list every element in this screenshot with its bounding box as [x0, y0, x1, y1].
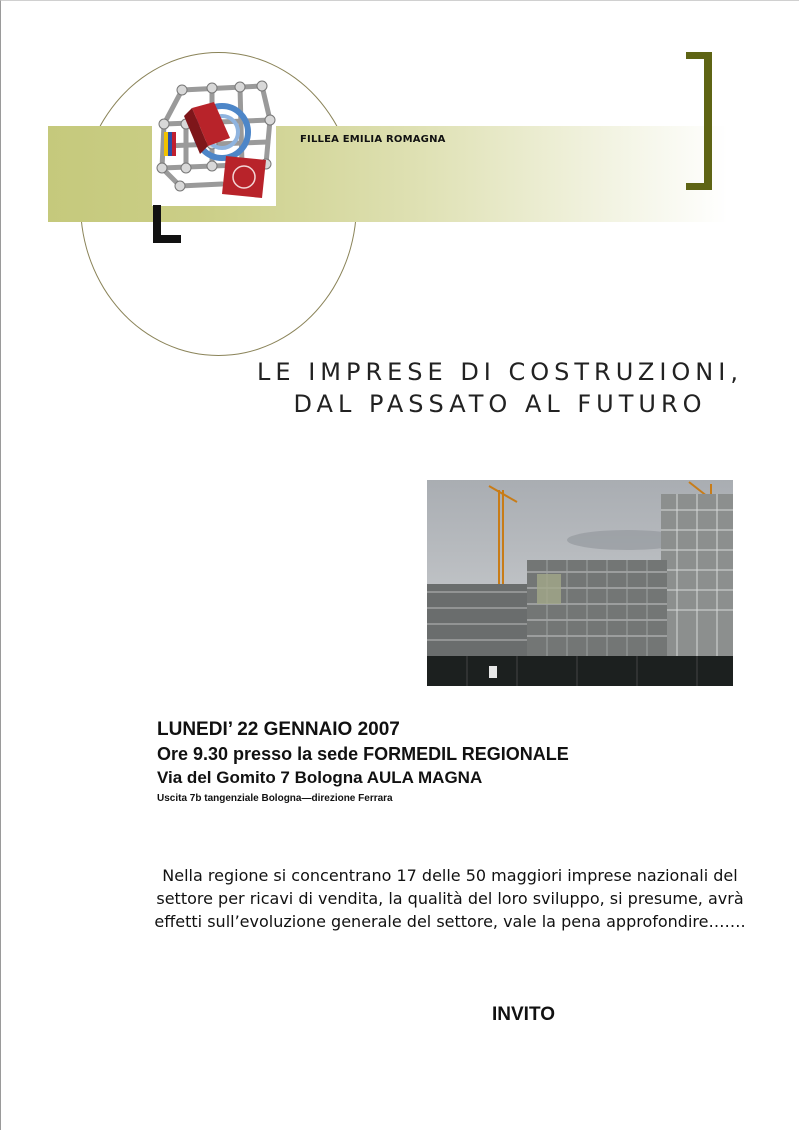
right-bracket-mark	[686, 52, 712, 190]
event-directions: Uscita 7b tangenziale Bologna—direzione Ferrara	[157, 793, 393, 804]
invite-label: INVITO	[492, 1004, 555, 1025]
intro-paragraph: Nella regione si concentrano 17 delle 50 maggiori imprese nazionali del settore per ricavi di vendita, la qualità del loro sviluppo, si presume, avrà effetti sull’evoluzione generale del settore, vale la pena approfondire…….	[154, 866, 746, 931]
organization-name: FILLEA EMILIA ROMAGNA	[300, 134, 446, 145]
event-date: LUNEDI’ 22 GENNAIO 2007	[157, 719, 400, 740]
construction-site-photo	[427, 480, 733, 686]
title-line-1: LE IMPRESE DI COSTRUZIONI,	[257, 358, 743, 386]
event-time-venue: Ore 9.30 presso la sede FORMEDIL REGIONALE	[157, 744, 569, 764]
logo-graphic	[152, 76, 276, 206]
l-bracket-mark	[153, 205, 181, 243]
title-line-2: DAL PASSATO AL FUTURO	[293, 390, 707, 418]
event-details	[157, 718, 569, 806]
construction-photo-graphic	[427, 480, 733, 686]
page-title	[250, 356, 750, 420]
fillea-logo	[152, 76, 276, 206]
event-address: Via del Gomito 7 Bologna AULA MAGNA	[157, 768, 483, 787]
